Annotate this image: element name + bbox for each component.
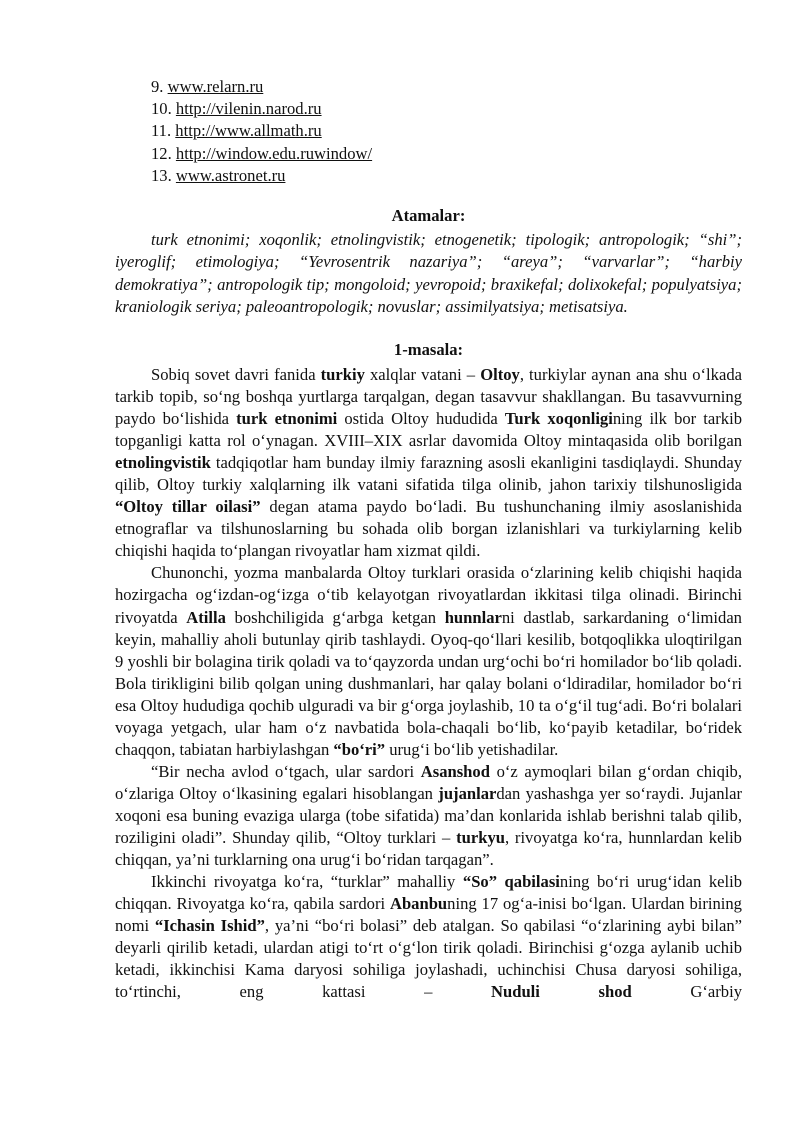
reference-link[interactable]: www.relarn.ru [167,77,264,96]
reference-number: 9. [151,77,164,96]
reference-link[interactable]: http://window.edu.ruwindow/ [175,143,373,163]
reference-link[interactable]: http://www.allmath.ru [175,121,322,141]
terms-text: turk etnonimi; xoqonlik; etnolingvistik; etnogenetik; tipologik; antropologik; “shi”; iyeroglif; etimologiya; “Yevrosentrik nazariya”; “areya”; “varvarlar”; “harbiy demokratiya”; antropologik tip; mongoloid; yevropoid; braxikefal; dolixokefal; populyatsiya; kraniologik seriya; paleoantropologik; novuslar; assimilyatsiya; metisatsiya. [115,230,742,317]
task-body [115,364,742,1003]
reference-link[interactable]: http://vilenin.narod.ru [175,99,322,119]
reference-item [151,98,372,120]
reference-number: 10. [151,99,172,119]
reference-link[interactable]: www.astronet.ru [175,165,286,185]
paragraph-2: Chunonchi, yozma manbalarda Oltoy turklari orasida o‘zlarining kelib chiqishi haqida hozirgacha og‘izdan-og‘izga o‘tib kelayotgan rivoyatlardan ikkitasi tilga olinadi. Birinchi rivoyatda Atilla boshchiligida g‘arbga ketgan hunnlarni dastlab, sarkardaning o‘limidan keyin, mahalliy aholi butunlay qirib tashlaydi. Oyoq-qo‘llari kesilib, botqoqlikka uloqtirilgan 9 yoshli bir bolagina tirik qoladi va to‘qayzorda undan urg‘ochi bo‘ri homilador bo‘lib qoladi. Bola tirikligini bilib qolgan uning dushmanlari, har qalay bolani o‘ldiradilar, homilador bo‘ri esa Oltoy hududiga qochib ulguradi va bir g‘orga joylashib, 10 ta o‘g‘il tug‘adi. Bo‘ri bolalari voyaga yetgach, ular ham o‘z navbatida bola-chaqali bo‘lib, ko‘payib ketadilar, bo‘ridek chaqqon, tabiatan harbiylashgan “bo‘ri” urug‘i bo‘lib yetishadilar. [115,563,742,759]
reference-number: 12. [151,143,172,163]
reference-item [151,76,372,98]
reference-item [151,143,372,165]
reference-number: 13. [151,165,172,185]
terms-heading: Atamalar: [391,206,466,225]
paragraph-3: “Bir necha avlod o‘tgach, ular sardori Asanshod o‘z aymoqlari bilan g‘ordan chiqib, o‘zlariga Oltoy o‘lkasining egalari hisoblangan jujanlardan yashashga yer so‘raydi. Jujanlar xoqoni esa buning evaziga ularga (tobe sifatida) ma’dan konlarida ishlab berishni talab qilib, roziligini oladi”. Shunday qilib, “Oltoy turklari – turkyu, rivoyatga ko‘ra, hunnlardan kelib chiqqan, ya’ni turklarning ona urug‘i bo‘ridan tarqagan”. [115,761,743,870]
reference-item [151,120,372,142]
reference-list [151,76,372,187]
paragraph-1: Sobiq sovet davri fanida turkiy xalqlar vatani – Oltoy, turkiylar aynan ana shu o‘lkada tarkib topib, so‘ng boshqa yurtlarga tarqalgan, degan tasavvur shakllangan. Bu tasavvurning paydo bo‘lishida turk etnonimi ostida Oltoy hududida Turk xoqonligining ilk bor tarkib topganligi katta rol o‘ynagan. XVIII–XIX asrlar davomida Oltoy mintaqasida olib borilgan etnolingvistik tadqiqotlar ham bunday ilmiy farazning asosli ekanligini tasdiqlaydi. Shunday qilib, Oltoy turkiy xalqlarning ilk vatani sifatida tilga olinib, jahon tarixiy tilshunosligida “Oltoy tillar oilasi” degan atama paydo bo‘ladi. Bu tushunchaning ilmiy asoslanishida etnograflar va tilshunoslarning bu sohada olib borgan izlanishlari va turkiylarning kelib chiqishi haqida to‘plangan rivoyatlar ham xizmat qildi. [115,365,742,561]
reference-item [151,165,372,187]
paragraph-4: Ikkinchi rivoyatga ko‘ra, “turklar” mahalliy “So” qabilasining bo‘ri urug‘idan kelib chiqqan. Rivoyatga ko‘ra, qabila sardori Abanbuning 17 og‘a-inisi bo‘lgan. Ulardan birining nomi “Ichasin Ishid”, ya’ni “bo‘ri bolasi” deb atalgan. So qabilasi “o‘zlarining aybi bilan” deyarli qirilib ketadi, ulardan atigi to‘rt o‘g‘lon tirik qoladi. Birinchisi g‘ozga aylanib uchib ketadi, ikkinchisi Kama daryosi sohiliga joylashadi, uchinchisi Chusa daryosi sohiliga, to‘rtinchi, eng kattasi – Nuduli shod G‘arbiy [115,872,742,1002]
task-heading: 1-masala: [393,340,464,359]
reference-number: 11. [151,121,172,141]
